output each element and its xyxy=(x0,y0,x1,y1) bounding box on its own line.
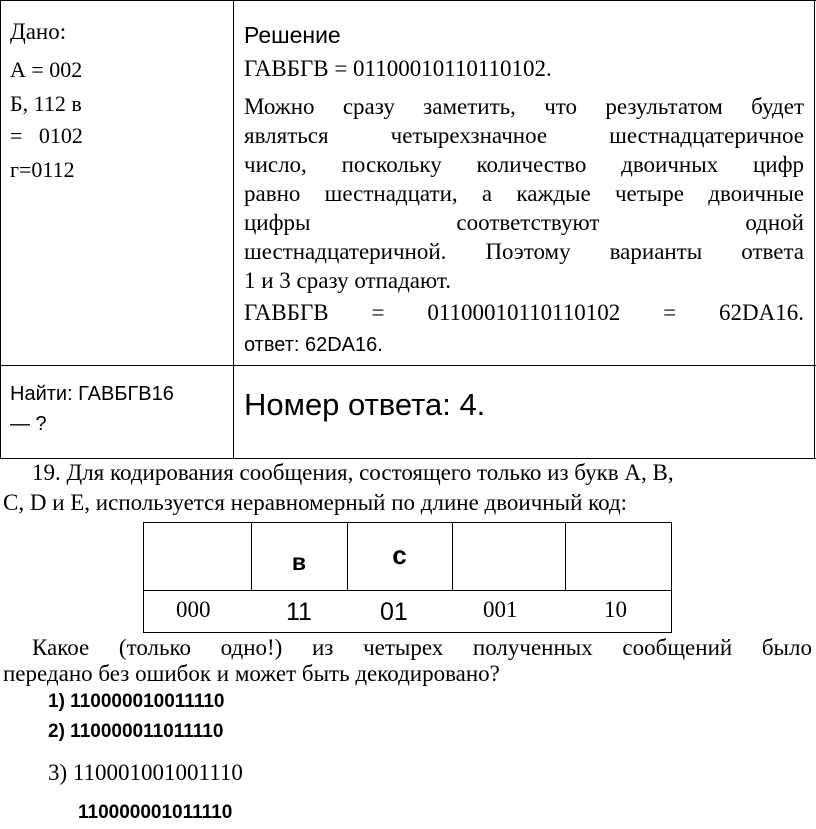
find-line-2: — ? xyxy=(10,413,47,435)
question xyxy=(3,633,812,688)
table-border-left xyxy=(0,0,1,458)
code-table-col-5 xyxy=(671,522,672,632)
paragraph-line: равно шестнадцати, а каждые четыре двоичные xyxy=(244,181,804,206)
paragraph-line: 1 и 3 сразу отпадают. xyxy=(244,268,451,293)
code-header-b: в xyxy=(291,549,307,575)
code-value-c: 01 xyxy=(380,598,408,626)
task-line-2: C, D и E, используется неравномерный по длине двоичный код: xyxy=(3,490,628,515)
code-table-middle xyxy=(143,590,672,591)
table-border-bottom xyxy=(0,458,816,459)
solution-result-line xyxy=(244,300,804,326)
code-header-c: с xyxy=(392,540,407,570)
question-line: передано без ошибок и может быть декодировано? xyxy=(3,661,500,686)
paragraph-line: цифры соответствуют одной xyxy=(244,210,804,235)
table-border-middle xyxy=(0,365,816,366)
table-border-divider xyxy=(233,0,234,458)
solution-paragraph xyxy=(244,92,804,295)
table-border-right xyxy=(814,0,815,458)
given-line-eq: = 0102 xyxy=(10,123,83,148)
answer-number: Номер ответа: 4. xyxy=(244,387,486,422)
question-line: Какое (только одно!) из четырех полученных сообщений было xyxy=(32,635,812,660)
code-value-a: 000 xyxy=(176,597,211,622)
code-value-b: 11 xyxy=(286,598,312,626)
code-value-e: 10 xyxy=(604,597,627,622)
code-table-col-0 xyxy=(143,522,144,632)
code-value-d: 001 xyxy=(483,597,518,622)
paragraph-line: Можно сразу заметить, что результатом будет xyxy=(244,94,804,119)
option-3: 3) 110001001001110 xyxy=(48,760,243,785)
paragraph-line: являться четырехзначное шестнадцатеричное xyxy=(244,123,804,148)
find-line-1: Найти: ГАВБГВ16 xyxy=(10,383,174,405)
result-text: ГАВБГВ = 01100010110110102 = 62DA16. xyxy=(244,300,804,325)
solution-expression: ГАВБГВ = 01100010110110102. xyxy=(244,56,552,81)
paragraph-line: число, поскольку количество двоичных цифр xyxy=(244,152,804,177)
given-line-g: г=0112 xyxy=(10,157,75,182)
table-border-top xyxy=(0,0,816,1)
solution-answer-line: ответ: 62DA16. xyxy=(244,334,383,356)
option-4: 110000001011110 xyxy=(78,802,233,823)
option-2: 2) 110000011011110 xyxy=(48,721,224,742)
solution-heading: Решение xyxy=(244,22,341,48)
given-line-a: А = 002 xyxy=(10,57,83,82)
code-table-col-3 xyxy=(452,522,453,590)
option-1: 1) 110000010011110 xyxy=(48,691,225,712)
task-line-1: 19. Для кодирования сообщения, состоящего только из букв A, B, xyxy=(32,460,674,485)
given-title: Дано: xyxy=(10,19,67,44)
given-line-b: Б, 112 в xyxy=(10,91,82,116)
paragraph-line: шестнадцатеричной. Поэтому варианты ответа xyxy=(244,239,804,264)
code-table-top xyxy=(143,522,672,523)
code-table-col-4 xyxy=(565,522,566,590)
